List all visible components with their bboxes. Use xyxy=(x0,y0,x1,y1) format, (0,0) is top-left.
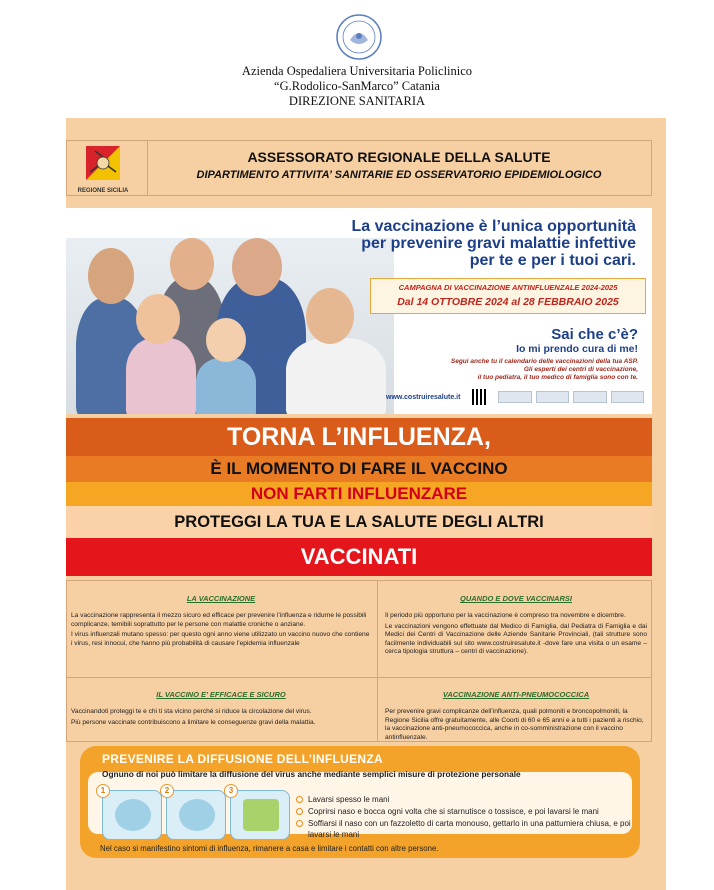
sponsor-logo xyxy=(536,391,570,403)
assessorato-subtitle: DIPARTIMENTO ATTIVITA’ SANITARIE ED OSSERVATORIO EPIDEMIOLOGICO xyxy=(196,169,602,181)
prevention-rules xyxy=(296,794,636,841)
section-vaccinazione xyxy=(71,595,371,650)
person-head xyxy=(306,288,354,344)
band-proteggi: PROTEGGI LA TUA E LA SALUTE DEGLI ALTRI xyxy=(66,506,652,538)
band-torna-influenza: TORNA L’INFLUENZA, xyxy=(66,418,652,456)
person-head xyxy=(136,294,180,344)
section-title: VACCINAZIONE ANTI-PNEUMOCOCCICA xyxy=(442,690,590,699)
band-momento-vaccino: È IL MOMENTO DI FARE IL VACCINO xyxy=(66,456,652,482)
segui-line-1: Segui anche tu il calendario delle vaccinazioni della tua ASP. xyxy=(450,358,638,365)
slogan-line-2: per prevenire gravi malattie infettive xyxy=(361,235,636,252)
sneeze-icon xyxy=(179,799,215,831)
assessorato-box xyxy=(66,140,652,196)
slogan-line-1: La vaccinazione è l’unica opportunità xyxy=(351,218,636,235)
region-label: REGIONE SICILIA xyxy=(77,188,129,194)
slogan xyxy=(306,218,636,269)
segui-text xyxy=(378,358,638,382)
rule-text: Lavarsi spesso le mani xyxy=(308,795,390,804)
section-text: I virus influenzali mutano spesso: per questo ogni anno viene utilizzato un vaccino nuovo che contiene i virus, resi innocui, che hanno più probabilità di causare l’epidemia influenzale xyxy=(71,631,370,647)
section-efficace xyxy=(71,691,371,729)
section-text: Per prevenire gravi complicanze dell’influenza, quali polmoniti e broncopolmoniti, la Regione Sicilia offre gratuitamente, alle Coorti di 60 e 65 anni e a tutti i pazienti a rischio, la vaccinazione anti-pneumococcica, anche in co-somministrazione con il vaccino antinfluenzale. xyxy=(385,708,644,741)
page-header xyxy=(0,0,714,110)
assessorato-title: ASSESSORATO REGIONALE DELLA SALUTE xyxy=(247,149,551,165)
sponsor-logo xyxy=(498,391,532,403)
header-line-3: DIREZIONE SANITARIA xyxy=(288,94,426,108)
step-wash-hands xyxy=(100,786,162,840)
site-link[interactable]: www.costruiresalute.it xyxy=(386,394,461,401)
section-text: La vaccinazione rappresenta il mezzo sicuro ed efficace per prevenire l’influenza e ridurne le possibili complicanze, temibili soprattutto per le persone con malattie croniche o anziane. xyxy=(71,612,367,628)
segui-line-2: Gli esperti dei centri di vaccinazione, xyxy=(523,366,638,373)
prevenire-subtitle: Ognuno di noi può limitare la diffusione del virus anche mediante semplici misure di protezione personale xyxy=(102,769,521,779)
section-pneumococcica xyxy=(385,691,647,744)
header-line-1: Azienda Ospedaliera Universitaria Policlinico xyxy=(241,64,473,78)
qr-code-icon xyxy=(472,389,488,405)
person-figure xyxy=(286,338,386,414)
rule-text: Coprirsi naso e bocca ogni volta che si starnutisce o tossisce, e poi lavarsi le mani xyxy=(308,807,599,816)
person-head xyxy=(206,318,246,362)
band-non-farti: NON FARTI INFLUENZARE xyxy=(66,482,652,506)
rule-item xyxy=(296,806,636,817)
campaign-banner xyxy=(66,208,652,414)
section-text: Vaccinandoti proteggi te e chi ti sta vicino perché si riduce la circolazione del virus. xyxy=(71,708,312,716)
section-title: QUANDO E DOVE VACCINARSI xyxy=(460,594,572,603)
info-grid xyxy=(66,580,652,742)
rule-item xyxy=(296,818,636,840)
section-text: Le vaccinazioni vengono effettuate dal Medico di Famiglia, dal Pediatra di Famiglia e dai Medici dei Centri di Vaccinazione delle Aziende Sanitarie Provinciali, (tali strutture sono facilmente individuabili sul sito www.costruiresalute.it -dove fare una visita o un esame – cerca tipologia struttura – centri di vaccinazione). xyxy=(385,622,647,656)
trash-bin-icon xyxy=(243,799,279,831)
segui-line-3: il tuo pediatra, il tuo medico di famiglia sono con te. xyxy=(477,374,638,381)
section-title: IL VACCINO E’ EFFICACE E SICURO xyxy=(156,690,286,699)
campaign-title: CAMPAGNA DI VACCINAZIONE ANTINFLUENZALE 2024-2025 xyxy=(398,283,618,292)
trinacria-icon xyxy=(85,145,121,181)
sponsor-logos xyxy=(498,391,644,405)
campaign-box xyxy=(370,278,646,314)
section-title: LA VACCINAZIONE xyxy=(186,594,256,603)
sponsor-logo xyxy=(611,391,645,403)
step-number: 3 xyxy=(224,784,238,798)
bullet-icon xyxy=(296,820,303,827)
person-figure xyxy=(126,338,196,414)
sai-line-2: Io mi prendo cura di me! xyxy=(516,343,638,355)
step-tissue-bin xyxy=(228,786,290,840)
prevenire-footer: Nel caso si manifestino sintomi di influenza, rimanere a casa e limitare i contatti con altre persone. xyxy=(100,844,439,853)
bullet-icon xyxy=(296,796,303,803)
region-seal xyxy=(73,145,133,193)
rule-item xyxy=(296,794,636,805)
step-number: 2 xyxy=(160,784,174,798)
slogan-line-3: per te e per i tuoi cari. xyxy=(469,252,636,269)
section-quando-dove xyxy=(385,595,647,658)
section-text: Più persone vaccinate contribuiscono a limitare le conseguenze gravi della malattia. xyxy=(71,718,316,726)
divider xyxy=(377,581,378,741)
bullet-icon xyxy=(296,808,303,815)
hand-wash-icon xyxy=(115,799,151,831)
band-vaccinati: VACCINATI xyxy=(66,538,652,576)
person-head xyxy=(170,238,214,290)
person-figure xyxy=(196,358,256,414)
campaign-dates: Dal 14 OTTOBRE 2024 al 28 FEBBRAIO 2025 xyxy=(397,296,619,308)
rule-text: Soffiarsi il naso con un fazzoletto di carta monouso, gettarlo in una pattumiera chiusa, e poi lavarsi le mani xyxy=(308,819,631,839)
sai-line-1: Sai che c’è? xyxy=(551,326,638,343)
section-text: Il periodo più opportuno per la vaccinazione è compreso tra novembre e dicembre. xyxy=(385,612,626,620)
step-number: 1 xyxy=(96,784,110,798)
divider xyxy=(67,677,651,678)
person-head xyxy=(232,238,282,296)
step-cover-mouth xyxy=(164,786,226,840)
sai-che-ce xyxy=(516,326,638,355)
header-line-2: “G.Rodolico-SanMarco” Catania xyxy=(274,79,440,93)
prevenire-title: PREVENIRE LA DIFFUSIONE DELL’INFLUENZA xyxy=(102,752,383,766)
prevenire-box xyxy=(80,746,640,858)
sponsor-logo xyxy=(573,391,607,403)
person-head xyxy=(88,248,134,304)
hospital-seal-icon xyxy=(334,12,384,62)
